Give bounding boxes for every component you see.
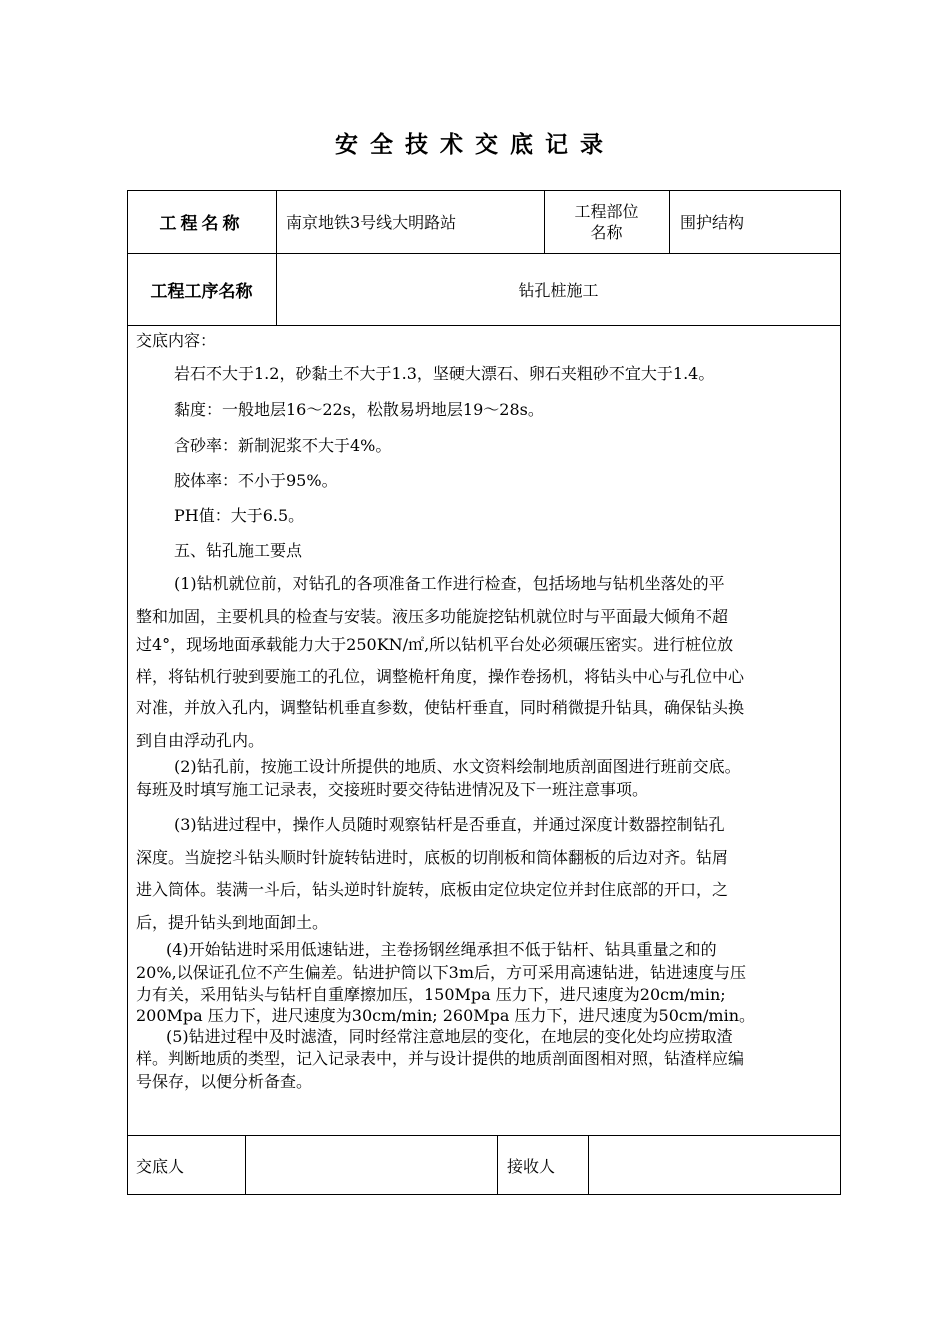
content-line: 黏度：一般地层16～22s，松散易坍地层19～28s。 <box>174 400 544 419</box>
col-divider <box>669 190 670 253</box>
content-line: (4)开始钻进时采用低速钻进，主卷扬钢丝绳承担不低于钻杆、钻具重量之和的 <box>166 940 717 959</box>
document-title: 安全技术交底记录 <box>335 132 615 158</box>
row-divider <box>127 325 841 326</box>
section-heading: 五、钻孔施工要点 <box>174 541 303 560</box>
content-line: 20%,以保证孔位不产生偏差。钻进护筒以下3m后，方可采用高速钻进，钻进速度与压 <box>136 963 747 982</box>
discloser-signature-field[interactable] <box>246 1135 497 1195</box>
process-name-value: 钻孔桩施工 <box>518 280 599 300</box>
content-line: 每班及时填写施工记录表，交接班时要交待钻进情况及下一班注意事项。 <box>136 780 649 799</box>
content-line: 号保存，以便分析备查。 <box>136 1072 313 1091</box>
content-line: 后，提升钻头到地面卸土。 <box>136 913 329 932</box>
content-line: 力有关，采用钻头与钻杆自重摩擦加压，150Mpa 压力下，进尺速度为20cm/min; <box>136 985 726 1004</box>
col-divider <box>497 1135 498 1195</box>
receiver-signature-field[interactable] <box>589 1135 841 1195</box>
project-part-label <box>544 190 669 253</box>
content-line: 进入筒体。装满一斗后，钻头逆时针旋转，底板由定位块定位并封住底部的开口，之 <box>136 880 729 899</box>
content-line: 岩石不大于1.2，砂黏土不大于1.3，坚硬大漂石、卵石夹粗砂不宜大于1.4。 <box>174 364 715 383</box>
project-part-value: 围护结构 <box>680 213 745 232</box>
content-line: 200Mpa 压力下，进尺速度为30cm/min; 260Mpa 压力下，进尺速度为50cm/min。 <box>136 1006 756 1025</box>
project-part-label-line2: 名称 <box>590 222 623 242</box>
project-name-label: 工程名称 <box>159 214 244 234</box>
discloser-label: 交底人 <box>136 1156 185 1176</box>
content-line: (1)钻机就位前，对钻孔的各项准备工作进行检查，包括场地与钻机坐落处的平 <box>174 574 725 593</box>
content-line: (5)钻进过程中及时滤渣，同时经常注意地层的变化，在地层的变化处均应捞取渣 <box>166 1027 733 1046</box>
content-line: 含砂率：新制泥浆不大于4%。 <box>174 436 392 455</box>
content-line: 对准，并放入孔内，调整钻机垂直参数，使钻杆垂直，同时稍微提升钻具，确保钻头换 <box>136 698 745 717</box>
project-name-value: 南京地铁3号线大明路站 <box>286 213 457 232</box>
content-line: 到自由浮动孔内。 <box>136 731 265 750</box>
content-line: 过4°，现场地面承载能力大于250KN/㎡,所以钻机平台处必须碾压密实。进行桩位放 <box>136 635 734 654</box>
content-line: 整和加固，主要机具的检查与安装。液压多功能旋挖钻机就位时与平面最大倾角不超 <box>136 607 729 626</box>
content-line: (3)钻进过程中，操作人员随时观察钻杆是否垂直，并通过深度计数器控制钻孔 <box>174 815 725 834</box>
content-line: 深度。当旋挖斗钻头顺时针旋转钻进时，底板的切削板和筒体翻板的后边对齐。钻屑 <box>136 848 729 867</box>
project-part-label-line1: 工程部位 <box>574 201 639 221</box>
content-line: PH值：大于6.5。 <box>174 506 305 525</box>
content-line: 胶体率：不小于95%。 <box>174 471 338 490</box>
process-name-label: 工程工序名称 <box>150 281 253 302</box>
content-line: (2)钻孔前，按施工设计所提供的地质、水文资料绘制地质剖面图进行班前交底。 <box>174 757 741 776</box>
content-line: 样。判断地质的类型，记入记录表中，并与设计提供的地质剖面图相对照，钻渣样应编 <box>136 1049 745 1068</box>
content-heading: 交底内容： <box>136 331 217 350</box>
content-line: 样，将钻机行驶到要施工的孔位，调整桅杆角度，操作卷扬机，将钻头中心与孔位中心 <box>136 667 745 686</box>
receiver-label: 接收人 <box>507 1156 556 1176</box>
